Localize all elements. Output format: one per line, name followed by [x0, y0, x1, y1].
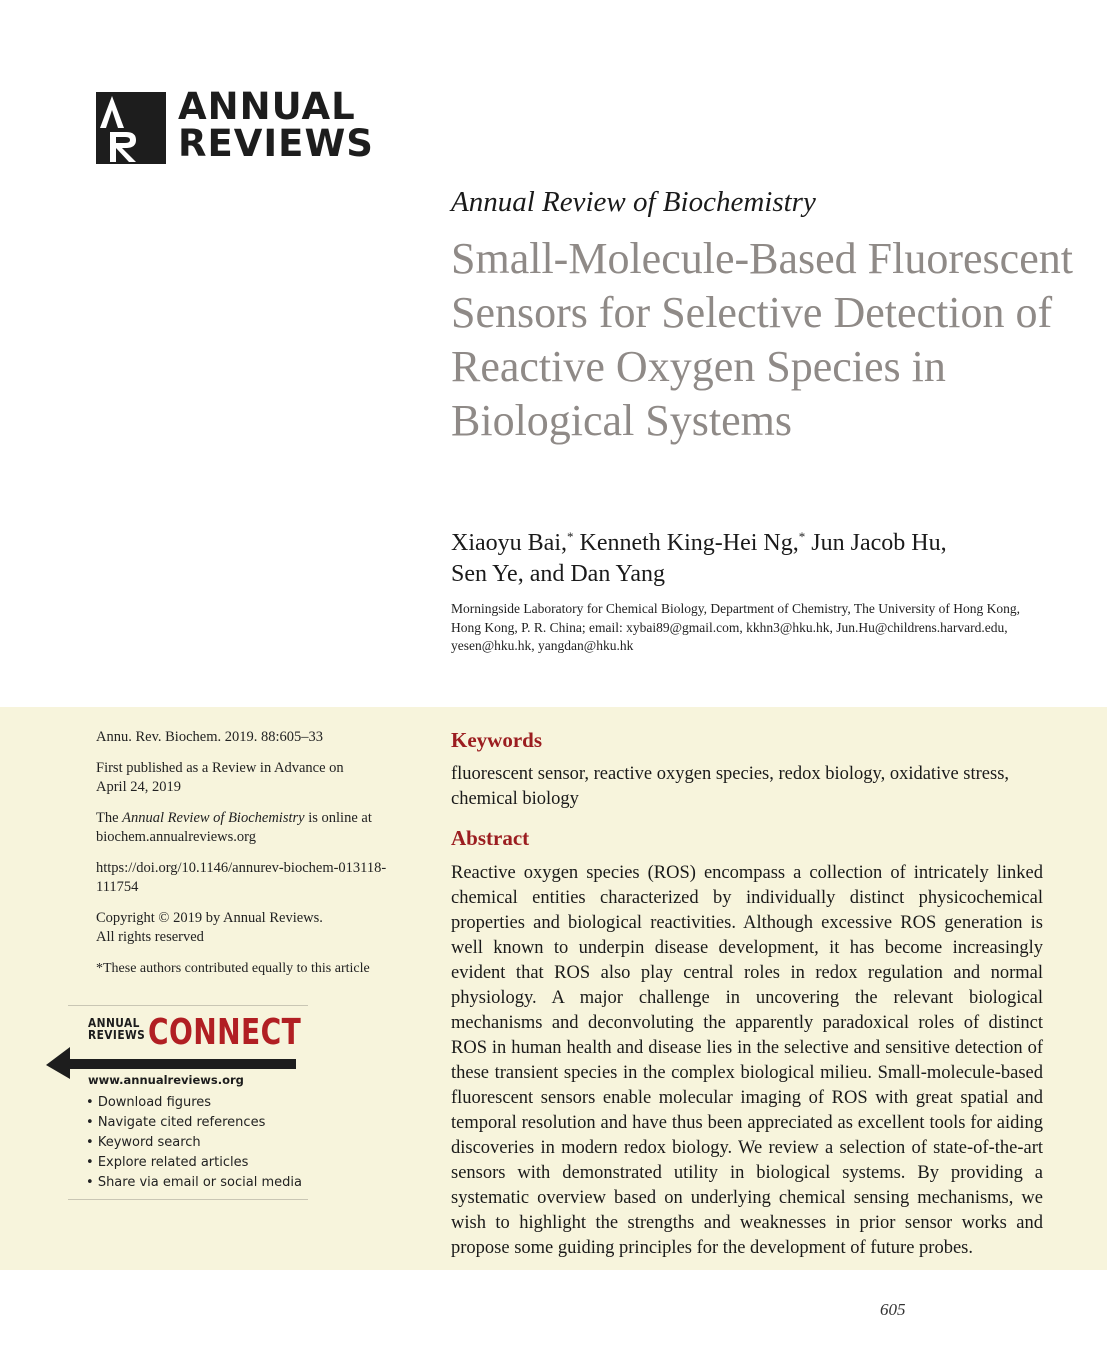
abstract-heading: Abstract	[451, 826, 530, 850]
author-1: Xiaoyu Bai,	[451, 530, 567, 556]
list-item: • Share via email or social media	[86, 1173, 302, 1193]
author-3: Jun Jacob Hu,	[805, 530, 947, 556]
ar-monogram-icon	[96, 92, 166, 164]
doi-line-2[interactable]: 111754	[96, 879, 139, 895]
author-4-5: Sen Ye, and Dan Yang	[451, 561, 666, 587]
online-site[interactable]: biochem.annualreviews.org	[96, 829, 256, 845]
equal-contribution-mark: *	[566, 529, 574, 544]
annual-reviews-logo	[96, 85, 376, 166]
online-note	[96, 809, 426, 848]
article-meta	[96, 728, 426, 989]
logo-line-reviews: REVIEWS	[178, 122, 374, 165]
connect-box	[68, 1005, 308, 1200]
doi-line-1[interactable]: https://doi.org/10.1146/annurev-biochem-013118-	[96, 859, 387, 876]
doi[interactable]	[96, 859, 426, 898]
list-item: • Download figures	[86, 1093, 302, 1113]
journal-name: Annual Review of Biochemistry	[451, 186, 816, 218]
list-item: • Navigate cited references	[86, 1113, 302, 1133]
keywords-heading: Keywords	[451, 728, 542, 752]
equal-contribution-mark: *	[798, 529, 806, 544]
connect-annual: ANNUAL	[88, 1015, 140, 1030]
published-line-1: First published as a Review in Advance on	[96, 759, 344, 776]
connect-reviews: REVIEWS	[88, 1027, 146, 1042]
connect-feature-list	[86, 1093, 302, 1193]
published-line-2: April 24, 2019	[96, 779, 181, 795]
online-pre: The	[96, 809, 123, 826]
equal-contribution-footnote: *These authors contributed equally to this article	[96, 960, 370, 976]
connect-rule-bottom	[68, 1199, 308, 1200]
list-item: • Explore related articles	[86, 1153, 302, 1173]
citation: Annu. Rev. Biochem. 2019. 88:605–33	[96, 729, 324, 745]
online-post: is online at	[304, 809, 372, 826]
article-title: Small-Molecule-Based Fluorescent Sensors for Selective Detection of Reactive Oxygen Species in Biological Systems	[451, 234, 1073, 445]
author-2: Kenneth King-Hei Ng,	[573, 530, 799, 556]
connect-annual-reviews-label	[88, 1017, 145, 1041]
connect-url[interactable]: www.annualreviews.org	[88, 1073, 244, 1087]
copyright	[96, 909, 426, 948]
copyright-line-2: All rights reserved	[96, 929, 204, 945]
copyright-line-1: Copyright © 2019 by Annual Reviews.	[96, 909, 323, 926]
author-list	[451, 528, 1081, 590]
logo-line-annual: ANNUAL	[178, 85, 356, 128]
connect-rule-top	[68, 1005, 308, 1006]
online-journal: Annual Review of Biochemistry	[122, 809, 305, 826]
logo-wordmark	[178, 85, 374, 165]
abstract-text: Reactive oxygen species (ROS) encompass a collection of intricately linked chemical entities characterized by individually distinct physicochemical properties and biological reactivities. Although excessive ROS generation is well known to underpin disease development, it has become increasingly evident that ROS also play central roles in redox regulation and normal physiology. A major challenge in uncovering the relevant biological mechanisms and deconvoluting the apparently paradoxical roles of distinct ROS in human health and disease lies in the selective and sensitive detection of these transient species in the complex biological milieu. Small-molecule-based fluorescent sensors enable molecular imaging of ROS with great spatial and temporal resolution and have thus been appreciated as excellent tools for aiding discoveries in modern redox biology. We review a selection of state-of-the-art sensors with demonstrated utility in biological systems. By providing a systematic overview based on underlying chemical sensing mechanisms, we wish to highlight the strengths and weaknesses in prior sensor works and propose some guiding principles for the development of future probes.	[451, 863, 1043, 1258]
list-item: • Keyword search	[86, 1133, 302, 1153]
affiliation: Morningside Laboratory for Chemical Biology, Department of Chemistry, The University of Hong Kong, Hong Kong, P. R. China; email: xybai89@gmail.com, kkhn3@hku.hk, Jun.Hu@childrens.harvard.edu, yesen@hku.hk, yangdan@hku.hk	[451, 601, 1021, 654]
publication-date	[96, 759, 426, 798]
keywords-text: fluorescent sensor, reactive oxygen species, redox biology, oxidative stress, chemical biology	[451, 764, 1010, 809]
connect-wordmark: CONNECT	[148, 1012, 302, 1053]
page-number: 605	[880, 1300, 906, 1319]
